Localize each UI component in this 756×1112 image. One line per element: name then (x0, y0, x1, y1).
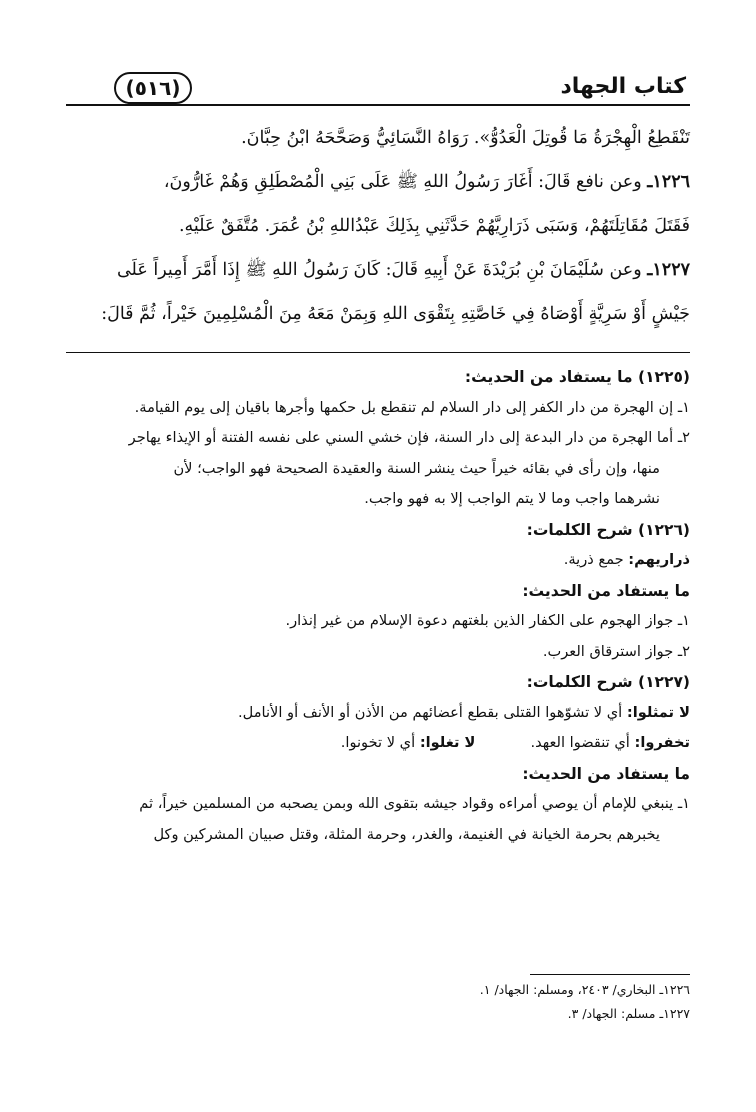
benefit-1225-2-line2: منها، وإن رأى في بقائه خيراً حيث ينشر السنة والعقيدة الصحيحة فهو الواجب؛ لأن (173, 459, 660, 477)
vocab-definition: أي لا تشوّهوا القتلى بقطع أعضائهم من الأذن أو الأنف أو الأنامل. (238, 703, 623, 721)
footnotes (66, 978, 690, 1026)
hadith-1227-text1: وعن سُلَيْمَانَ بْنِ بُرَيْدَةَ عَنْ أَبِيهِ قَالَ: كَانَ رَسُولُ اللهِ ﷺ إِذَا أَمَّرَ أَمِيراً عَلَى (116, 260, 642, 280)
vocab-term: ذراريهم: (628, 551, 690, 568)
hadith-1227-line2: جَيْشٍ أَوْ سَرِيَّةٍ أَوْصَاهُ فِي خَاصَّتِهِ بِتَقْوَى اللهِ وَبِمَنْ مَعَهُ مِنَ الْمُسْلِمِينَ خَيْراً، ثُمَّ قَالَ: (101, 304, 690, 324)
commentary (66, 362, 690, 850)
vocab-definition: جمع ذرية. (563, 551, 624, 568)
header-rule (66, 104, 690, 106)
hadith-text (66, 116, 690, 336)
hadith-1226-text1: وعن نافع قَالَ: أَغَارَ رَسُولُ اللهِ ﷺ عَلَى بَنِي الْمُصْطَلِقِ وَهُمْ غَارُّونَ، (163, 172, 642, 192)
footnote-1227: ١٢٢٧ـ مسلم: الجهاد/ ٣. (567, 1006, 690, 1021)
footnote-rule (530, 974, 690, 975)
benefit-1226-2: ٢ـ جواز استرقاق العرب. (542, 642, 690, 660)
benefit-1225-1: ١ـ إن الهجرة من دار الكفر إلى دار السلام لم تنقطع بل حكمها وأجرها باقيان إلى يوم القيامة. (134, 398, 690, 416)
vocab-heading-1226: (١٢٢٦) شرح الكلمات: (526, 520, 690, 539)
vocab-term: لا تغلوا: (419, 734, 476, 751)
footnote-1226: ١٢٢٦ـ البخاري/ ٢٤٠٣، ومسلم: الجهاد/ ١. (479, 982, 690, 997)
hadith-1227-line1 (66, 248, 690, 292)
benefit-1226-1: ١ـ جواز الهجوم على الكفار الذين بلغتهم دعوة الإسلام من غير إنذار. (285, 612, 690, 629)
benefit-1227-1-line2: يخبرهم بحرمة الخيانة في الغنيمة، والغدر، وحرمة المثلة، وقتل صبيان المشركين وكل (153, 825, 660, 843)
hadith-1226-line2: فَقَتَلَ مُقَاتِلَتَهُمْ، وَسَبَى ذَرَارِيَّهُمْ حَدَّثَنِي بِذَلِكَ عَبْدُاللهِ بْنُ عُمَرَ. مُتَّفَقٌ عَلَيْهِ. (178, 216, 690, 236)
book-title: كتاب الجهاد (560, 74, 686, 99)
vocab-term: تخفروا: (634, 734, 690, 751)
benefit-1225-2-line1: ٢ـ أما الهجرة من دار البدعة إلى دار السنة، فإن خشي السني على نفسه الفتنة أو الإيذاء يهاجر (128, 429, 690, 446)
page-number: (٥١٦) (114, 72, 192, 104)
hadith-number-1227: ١٢٢٧ـ (647, 260, 690, 280)
hadith-line: تَنْقَطِعُ الْهِجْرَةُ مَا قُوتِلَ الْعَدُوُّ». رَوَاهُ النَّسَائِيُّ وَصَحَّحَهُ ابْنُ حِبَّانَ. (241, 128, 690, 148)
vocab-heading-1227: (١٢٢٧) شرح الكلمات: (526, 673, 690, 691)
vocab-1226-entry (66, 545, 690, 576)
section-divider (66, 352, 690, 353)
vocab-1227-entry-2 (66, 728, 690, 759)
vocab-1227-entry-1 (66, 698, 690, 729)
benefit-1227-1-line1: ١ـ ينبغي للإمام أن يوصي أمراءه وقواد جيشه بتقوى الله وبمن يصحبه من المسلمين خيراً، ثم (139, 795, 690, 812)
benefits-heading-1225: (١٢٢٥) ما يستفاد من الحديث: (464, 368, 690, 386)
benefit-1225-2-line3: نشرهما واجب وما لا يتم الواجب إلا به فهو واجب. (364, 490, 660, 507)
benefits-heading-1227: ما يستفاد من الحديث: (522, 764, 690, 783)
page-header (66, 72, 690, 106)
hadith-1226-line1 (66, 160, 690, 204)
vocab-definition: أي لا تخونوا. (340, 734, 416, 751)
benefits-heading-1226: ما يستفاد من الحديث: (522, 581, 690, 600)
hadith-number-1226: ١٢٢٦ـ (647, 172, 690, 192)
vocab-term: لا تمثلوا: (626, 703, 690, 721)
vocab-definition: أي تنقضوا العهد. (530, 734, 630, 751)
